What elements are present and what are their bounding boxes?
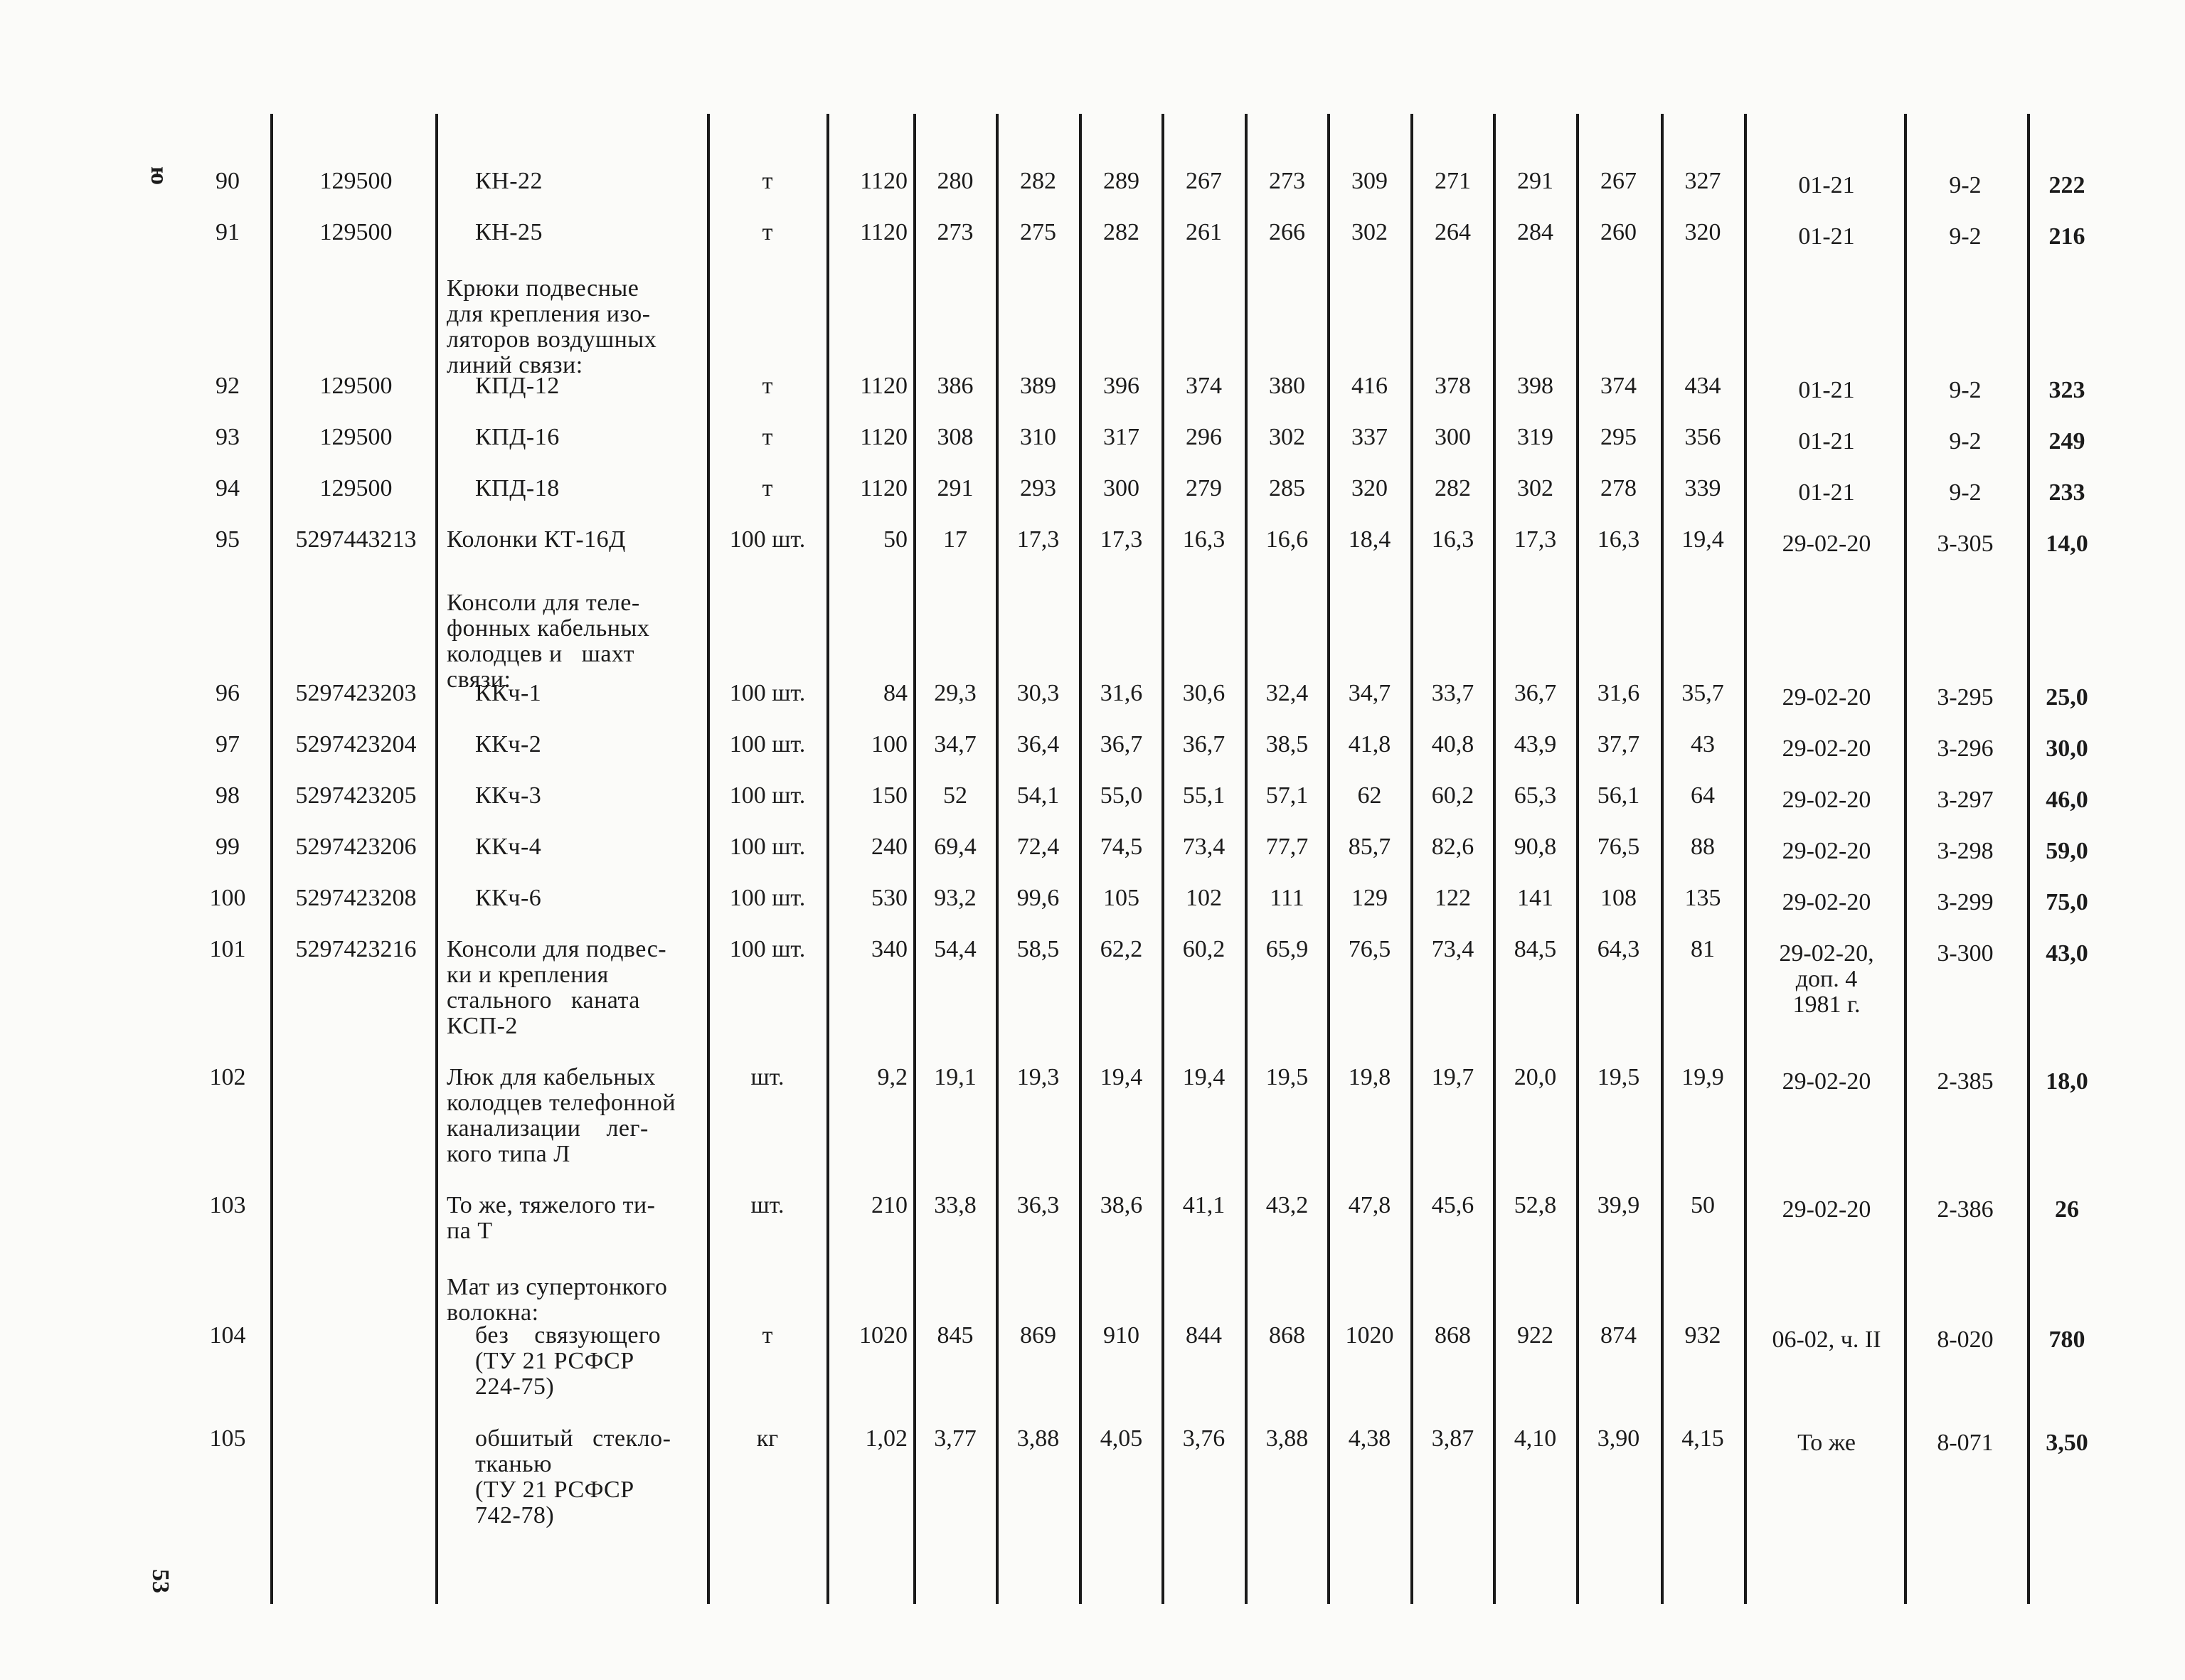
cell-name: КПД-16 — [475, 424, 560, 450]
cell-name: КН-22 — [475, 168, 543, 194]
cell-zone-value: 58,5 — [1016, 936, 1060, 962]
cell-row-number: 103 — [209, 1192, 246, 1218]
cell-zone-value: 43 — [1691, 731, 1715, 757]
cell-zone-value: 56,1 — [1597, 782, 1640, 809]
cell-zone-value: 302 — [1269, 424, 1305, 450]
cell-unit: 100 шт. — [729, 731, 806, 757]
cell-zone-value: 300 — [1435, 424, 1471, 450]
cell-document: 06-02, ч. II — [1772, 1327, 1881, 1353]
cell-price: 30,0 — [2046, 735, 2088, 762]
cell-row-number: 100 — [209, 885, 246, 911]
cell-row-number: 92 — [216, 373, 240, 399]
cell-row-number: 94 — [216, 475, 240, 501]
cell-price: 14,0 — [2046, 531, 2088, 557]
cell-zone-value: 264 — [1435, 219, 1471, 245]
cell-unit: шт. — [750, 1064, 785, 1090]
cell-name: без связующего (ТУ 21 РСФСР 224-75) — [475, 1322, 661, 1400]
cell-code: 129500 — [319, 373, 393, 399]
cell-row-number: 104 — [209, 1322, 246, 1349]
cell-zone-value: 296 — [1186, 424, 1222, 450]
cell-name: ККч-1 — [475, 680, 542, 706]
cell-base-price: 340 — [871, 936, 908, 962]
cell-zone-value: 302 — [1351, 219, 1388, 245]
cell-zone-value: 282 — [1103, 219, 1139, 245]
cell-zone-value: 302 — [1517, 475, 1553, 501]
cell-zone-value: 33,8 — [934, 1192, 977, 1218]
cell-document: 29-02-20 — [1782, 531, 1871, 557]
cell-price: 249 — [2048, 428, 2085, 454]
cell-zone-value: 30,3 — [1016, 680, 1060, 706]
cell-unit: 100 шт. — [729, 936, 806, 962]
cell-zone-value: 45,6 — [1431, 1192, 1474, 1218]
cell-base-price: 1120 — [860, 373, 908, 399]
cell-zone-value: 57,1 — [1265, 782, 1309, 809]
cell-name: КПД-18 — [475, 475, 560, 501]
cell-price: 46,0 — [2046, 787, 2088, 813]
cell-zone-value: 844 — [1186, 1322, 1222, 1349]
cell-zone-value: 41,1 — [1182, 1192, 1226, 1218]
cell-zone-value: 19,5 — [1597, 1064, 1640, 1090]
cell-zone-value: 105 — [1103, 885, 1139, 911]
cell-zone-value: 280 — [937, 168, 974, 194]
cell-document: 29-02-20 — [1782, 838, 1871, 864]
column-rule — [707, 114, 710, 1604]
cell-zone-value: 398 — [1517, 373, 1553, 399]
cell-zone-value: 74,5 — [1100, 834, 1143, 860]
cell-base-price: 1020 — [859, 1322, 908, 1349]
cell-zone-value: 102 — [1186, 885, 1222, 911]
cell-zone-value: 88 — [1691, 834, 1715, 860]
cell-zone-value: 16,6 — [1265, 526, 1309, 553]
cell-zone-value: 310 — [1020, 424, 1056, 450]
cell-zone-value: 17,3 — [1514, 526, 1557, 553]
cell-zone-value: 60,2 — [1182, 936, 1226, 962]
cell-zone-value: 1020 — [1345, 1322, 1394, 1349]
cell-document: 29-02-20 — [1782, 1196, 1871, 1223]
cell-price: 43,0 — [2046, 940, 2088, 967]
cell-zone-value: 40,8 — [1431, 731, 1474, 757]
cell-zone-value: 4,10 — [1514, 1425, 1557, 1452]
cell-name: Консоли для подвес- ки и крепления стального каната КСП-2 — [447, 936, 667, 1039]
cell-zone-value: 90,8 — [1514, 834, 1557, 860]
cell-zone-value: 4,05 — [1100, 1425, 1143, 1452]
cell-zone-value: 31,6 — [1597, 680, 1640, 706]
cell-zone-value: 16,3 — [1182, 526, 1226, 553]
cell-zone-value: 273 — [937, 219, 974, 245]
cell-zone-value: 327 — [1684, 168, 1721, 194]
cell-zone-value: 279 — [1186, 475, 1222, 501]
cell-zone-value: 72,4 — [1016, 834, 1060, 860]
cell-position: 3-296 — [1937, 735, 1994, 762]
cell-zone-value: 3,76 — [1182, 1425, 1226, 1452]
cell-position: 2-386 — [1937, 1196, 1994, 1223]
cell-zone-value: 874 — [1600, 1322, 1637, 1349]
cell-document: То же — [1797, 1430, 1856, 1456]
cell-zone-value: 29,3 — [934, 680, 977, 706]
cell-zone-value: 291 — [937, 475, 974, 501]
cell-name: ККч-2 — [475, 731, 542, 757]
cell-zone-value: 17,3 — [1100, 526, 1143, 553]
cell-zone-value: 4,15 — [1681, 1425, 1724, 1452]
cell-unit: т — [762, 475, 773, 501]
cell-zone-value: 55,0 — [1100, 782, 1143, 809]
cell-zone-value: 869 — [1020, 1322, 1056, 1349]
cell-zone-value: 141 — [1517, 885, 1553, 911]
cell-zone-value: 845 — [937, 1322, 974, 1349]
cell-price: 216 — [2048, 223, 2085, 250]
cell-unit: 100 шт. — [729, 782, 806, 809]
cell-zone-value: 36,3 — [1016, 1192, 1060, 1218]
cell-position: 9-2 — [1949, 377, 1982, 403]
cell-zone-value: 76,5 — [1348, 936, 1391, 962]
cell-zone-value: 33,7 — [1431, 680, 1474, 706]
cell-zone-value: 34,7 — [1348, 680, 1391, 706]
cell-zone-value: 76,5 — [1597, 834, 1640, 860]
cell-zone-value: 3,87 — [1431, 1425, 1474, 1452]
cell-code: 129500 — [319, 219, 393, 245]
cell-zone-value: 38,5 — [1265, 731, 1309, 757]
cell-zone-value: 73,4 — [1431, 936, 1474, 962]
cell-document: 01-21 — [1798, 479, 1855, 506]
cell-base-price: 1120 — [860, 219, 908, 245]
cell-zone-value: 55,1 — [1182, 782, 1226, 809]
cell-zone-value: 320 — [1351, 475, 1388, 501]
cell-zone-value: 309 — [1351, 168, 1388, 194]
cell-zone-value: 317 — [1103, 424, 1139, 450]
cell-zone-value: 62 — [1357, 782, 1382, 809]
cell-zone-value: 261 — [1186, 219, 1222, 245]
cell-zone-value: 36,7 — [1514, 680, 1557, 706]
cell-zone-value: 19,3 — [1016, 1064, 1060, 1090]
cell-zone-value: 108 — [1600, 885, 1637, 911]
margin-mark-top: ю — [145, 166, 172, 185]
cell-zone-value: 19,1 — [934, 1064, 977, 1090]
cell-zone-value: 19,9 — [1681, 1064, 1724, 1090]
cell-unit: т — [762, 219, 773, 245]
cell-document: 01-21 — [1798, 223, 1855, 250]
cell-code: 129500 — [319, 475, 393, 501]
cell-name: Люк для кабельных колодцев телефонной канализации лег- кого типа Л — [447, 1064, 676, 1167]
cell-zone-value: 62,2 — [1100, 936, 1143, 962]
cell-zone-value: 36,7 — [1182, 731, 1226, 757]
cell-position: 2-385 — [1937, 1068, 1994, 1095]
cell-zone-value: 3,77 — [934, 1425, 977, 1452]
cell-base-price: 1120 — [860, 424, 908, 450]
cell-zone-value: 64 — [1691, 782, 1715, 809]
cell-zone-value: 30,6 — [1182, 680, 1226, 706]
cell-base-price: 1120 — [860, 168, 908, 194]
cell-zone-value: 122 — [1435, 885, 1471, 911]
cell-row-number: 105 — [209, 1425, 246, 1452]
cell-document: 29-02-20 — [1782, 735, 1871, 762]
cell-position: 3-299 — [1937, 889, 1994, 915]
cell-zone-value: 275 — [1020, 219, 1056, 245]
cell-price: 59,0 — [2046, 838, 2088, 864]
cell-zone-value: 52,8 — [1514, 1192, 1557, 1218]
cell-price: 26 — [2055, 1196, 2079, 1223]
cell-zone-value: 389 — [1020, 373, 1056, 399]
cell-zone-value: 60,2 — [1431, 782, 1474, 809]
cell-zone-value: 386 — [937, 373, 974, 399]
cell-zone-value: 260 — [1600, 219, 1637, 245]
cell-zone-value: 356 — [1684, 424, 1721, 450]
cell-zone-value: 19,8 — [1348, 1064, 1391, 1090]
cell-base-price: 84 — [883, 680, 908, 706]
column-rule — [435, 114, 438, 1604]
cell-unit: шт. — [750, 1192, 785, 1218]
cell-zone-value: 16,3 — [1597, 526, 1640, 553]
cell-zone-value: 43,2 — [1265, 1192, 1309, 1218]
cell-zone-value: 41,8 — [1348, 731, 1391, 757]
cell-zone-value: 54,4 — [934, 936, 977, 962]
cell-zone-value: 43,9 — [1514, 731, 1557, 757]
cell-name: ККч-4 — [475, 834, 542, 860]
cell-position: 3-297 — [1937, 787, 1994, 813]
cell-zone-value: 73,4 — [1182, 834, 1226, 860]
cell-position: 9-2 — [1949, 428, 1982, 454]
cell-zone-value: 339 — [1684, 475, 1721, 501]
cell-zone-value: 54,1 — [1016, 782, 1060, 809]
cell-position: 3-305 — [1937, 531, 1994, 557]
cell-base-price: 9,2 — [877, 1064, 908, 1090]
cell-name: КН-25 — [475, 219, 543, 245]
cell-zone-value: 337 — [1351, 424, 1388, 450]
cell-zone-value: 19,5 — [1265, 1064, 1309, 1090]
cell-zone-value: 31,6 — [1100, 680, 1143, 706]
cell-document: 29-02-20 — [1782, 787, 1871, 813]
cell-price: 780 — [2048, 1327, 2085, 1353]
cell-base-price: 1,02 — [865, 1425, 908, 1452]
cell-zone-value: 267 — [1600, 168, 1637, 194]
cell-zone-value: 17,3 — [1016, 526, 1060, 553]
cell-zone-value: 85,7 — [1348, 834, 1391, 860]
cell-zone-value: 77,7 — [1265, 834, 1309, 860]
cell-zone-value: 374 — [1600, 373, 1637, 399]
cell-base-price: 530 — [871, 885, 908, 911]
cell-zone-value: 81 — [1691, 936, 1715, 962]
cell-zone-value: 273 — [1269, 168, 1305, 194]
cell-unit: т — [762, 373, 773, 399]
cell-name: Крюки подвесные для крепления изо- ляторов воздушных линий связи: — [447, 275, 657, 378]
cell-row-number: 101 — [209, 936, 246, 962]
cell-zone-value: 82,6 — [1431, 834, 1474, 860]
cell-code: 5297423216 — [295, 936, 417, 962]
cell-document: 29-02-20, доп. 4 1981 г. — [1779, 940, 1874, 1018]
cell-zone-value: 47,8 — [1348, 1192, 1391, 1218]
cell-zone-value: 295 — [1600, 424, 1637, 450]
cell-position: 3-298 — [1937, 838, 1994, 864]
cell-name: ККч-3 — [475, 782, 542, 809]
cell-base-price: 1120 — [860, 475, 908, 501]
cell-row-number: 93 — [216, 424, 240, 450]
cell-zone-value: 64,3 — [1597, 936, 1640, 962]
cell-base-price: 100 — [871, 731, 908, 757]
cell-zone-value: 39,9 — [1597, 1192, 1640, 1218]
cell-zone-value: 17 — [943, 526, 967, 553]
cell-document: 01-21 — [1798, 428, 1855, 454]
cell-document: 29-02-20 — [1782, 684, 1871, 711]
cell-unit: 100 шт. — [729, 526, 806, 553]
cell-unit: т — [762, 424, 773, 450]
cell-name: ККч-6 — [475, 885, 542, 911]
cell-zone-value: 19,4 — [1100, 1064, 1143, 1090]
cell-zone-value: 129 — [1351, 885, 1388, 911]
column-rule — [2027, 114, 2030, 1604]
cell-zone-value: 300 — [1103, 475, 1139, 501]
cell-zone-value: 99,6 — [1016, 885, 1060, 911]
cell-zone-value: 4,38 — [1348, 1425, 1391, 1452]
cell-price: 75,0 — [2046, 889, 2088, 915]
cell-zone-value: 378 — [1435, 373, 1471, 399]
cell-zone-value: 291 — [1517, 168, 1553, 194]
cell-base-price: 240 — [871, 834, 908, 860]
cell-position: 9-2 — [1949, 223, 1982, 250]
cell-zone-value: 932 — [1684, 1322, 1721, 1349]
cell-zone-value: 3,88 — [1016, 1425, 1060, 1452]
cell-price: 233 — [2048, 479, 2085, 506]
cell-zone-value: 293 — [1020, 475, 1056, 501]
cell-zone-value: 308 — [937, 424, 974, 450]
cell-zone-value: 65,3 — [1514, 782, 1557, 809]
cell-code: 5297423204 — [295, 731, 417, 757]
cell-zone-value: 266 — [1269, 219, 1305, 245]
cell-base-price: 210 — [871, 1192, 908, 1218]
column-rule — [270, 114, 273, 1604]
cell-position: 3-300 — [1937, 940, 1994, 967]
cell-code: 5297423205 — [295, 782, 417, 809]
cell-position: 3-295 — [1937, 684, 1994, 711]
cell-zone-value: 18,4 — [1348, 526, 1391, 553]
cell-zone-value: 19,7 — [1431, 1064, 1474, 1090]
cell-document: 29-02-20 — [1782, 889, 1871, 915]
cell-zone-value: 20,0 — [1514, 1064, 1557, 1090]
page-number: 53 — [147, 1569, 174, 1593]
cell-zone-value: 282 — [1020, 168, 1056, 194]
cell-document: 01-21 — [1798, 172, 1855, 198]
cell-row-number: 95 — [216, 526, 240, 553]
cell-zone-value: 282 — [1435, 475, 1471, 501]
cell-unit: кг — [756, 1425, 779, 1452]
cell-price: 3,50 — [2046, 1430, 2088, 1456]
cell-code: 5297423208 — [295, 885, 417, 911]
cell-zone-value: 32,4 — [1265, 680, 1309, 706]
cell-name: Колонки КТ-16Д — [447, 526, 626, 553]
cell-position: 8-071 — [1937, 1430, 1994, 1456]
cell-zone-value: 35,7 — [1681, 680, 1724, 706]
column-rule — [1744, 114, 1747, 1604]
cell-unit: 100 шт. — [729, 834, 806, 860]
cell-base-price: 150 — [871, 782, 908, 809]
cell-unit: т — [762, 1322, 773, 1349]
cell-row-number: 91 — [216, 219, 240, 245]
cell-row-number: 98 — [216, 782, 240, 809]
cell-document: 29-02-20 — [1782, 1068, 1871, 1095]
cell-price: 18,0 — [2046, 1068, 2088, 1095]
cell-price: 222 — [2048, 172, 2085, 198]
cell-zone-value: 284 — [1517, 219, 1553, 245]
cell-zone-value: 320 — [1684, 219, 1721, 245]
cell-row-number: 97 — [216, 731, 240, 757]
cell-row-number: 96 — [216, 680, 240, 706]
cell-zone-value: 267 — [1186, 168, 1222, 194]
cell-code: 5297423206 — [295, 834, 417, 860]
cell-zone-value: 50 — [1691, 1192, 1715, 1218]
cell-position: 9-2 — [1949, 479, 1982, 506]
cell-zone-value: 396 — [1103, 373, 1139, 399]
cell-zone-value: 36,4 — [1016, 731, 1060, 757]
cell-row-number: 99 — [216, 834, 240, 860]
cell-zone-value: 3,90 — [1597, 1425, 1640, 1452]
cell-zone-value: 374 — [1186, 373, 1222, 399]
cell-zone-value: 16,3 — [1431, 526, 1474, 553]
cell-name: Мат из супертонкого волокна: — [447, 1274, 668, 1326]
cell-zone-value: 19,4 — [1182, 1064, 1226, 1090]
cell-code: 129500 — [319, 168, 393, 194]
cell-name: обшитый стекло- тканью (ТУ 21 РСФСР 742-78) — [475, 1425, 671, 1529]
cell-price: 323 — [2048, 377, 2085, 403]
cell-zone-value: 319 — [1517, 424, 1553, 450]
cell-base-price: 50 — [883, 526, 908, 553]
cell-row-number: 90 — [216, 168, 240, 194]
cell-zone-value: 19,4 — [1681, 526, 1724, 553]
cell-zone-value: 37,7 — [1597, 731, 1640, 757]
cell-row-number: 102 — [209, 1064, 246, 1090]
cell-price: 25,0 — [2046, 684, 2088, 711]
cell-zone-value: 289 — [1103, 168, 1139, 194]
cell-zone-value: 65,9 — [1265, 936, 1309, 962]
cell-zone-value: 135 — [1684, 885, 1721, 911]
cell-document: 01-21 — [1798, 377, 1855, 403]
cell-zone-value: 3,88 — [1265, 1425, 1309, 1452]
cell-zone-value: 271 — [1435, 168, 1471, 194]
cell-code: 5297443213 — [295, 526, 417, 553]
cell-zone-value: 38,6 — [1100, 1192, 1143, 1218]
cell-zone-value: 285 — [1269, 475, 1305, 501]
cell-zone-value: 52 — [943, 782, 967, 809]
cell-zone-value: 434 — [1684, 373, 1721, 399]
cell-zone-value: 416 — [1351, 373, 1388, 399]
cell-zone-value: 34,7 — [934, 731, 977, 757]
cell-position: 8-020 — [1937, 1327, 1994, 1353]
cell-zone-value: 922 — [1517, 1322, 1553, 1349]
cell-unit: т — [762, 168, 773, 194]
cell-zone-value: 36,7 — [1100, 731, 1143, 757]
cell-zone-value: 868 — [1269, 1322, 1305, 1349]
cell-zone-value: 868 — [1435, 1322, 1471, 1349]
cell-name: То же, тяжелого ти- па Т — [447, 1192, 656, 1244]
cell-zone-value: 93,2 — [934, 885, 977, 911]
cell-zone-value: 69,4 — [934, 834, 977, 860]
cell-zone-value: 84,5 — [1514, 936, 1557, 962]
cell-zone-value: 380 — [1269, 373, 1305, 399]
cell-unit: 100 шт. — [729, 680, 806, 706]
cell-unit: 100 шт. — [729, 885, 806, 911]
cell-zone-value: 910 — [1103, 1322, 1139, 1349]
cell-name: КПД-12 — [475, 373, 560, 399]
cell-zone-value: 278 — [1600, 475, 1637, 501]
cell-name: Консоли для теле- фонных кабельных колодцев и шахт связи: — [447, 590, 650, 693]
cell-code: 5297423203 — [295, 680, 417, 706]
cell-position: 9-2 — [1949, 172, 1982, 198]
cell-zone-value: 111 — [1270, 885, 1304, 911]
cell-code: 129500 — [319, 424, 393, 450]
